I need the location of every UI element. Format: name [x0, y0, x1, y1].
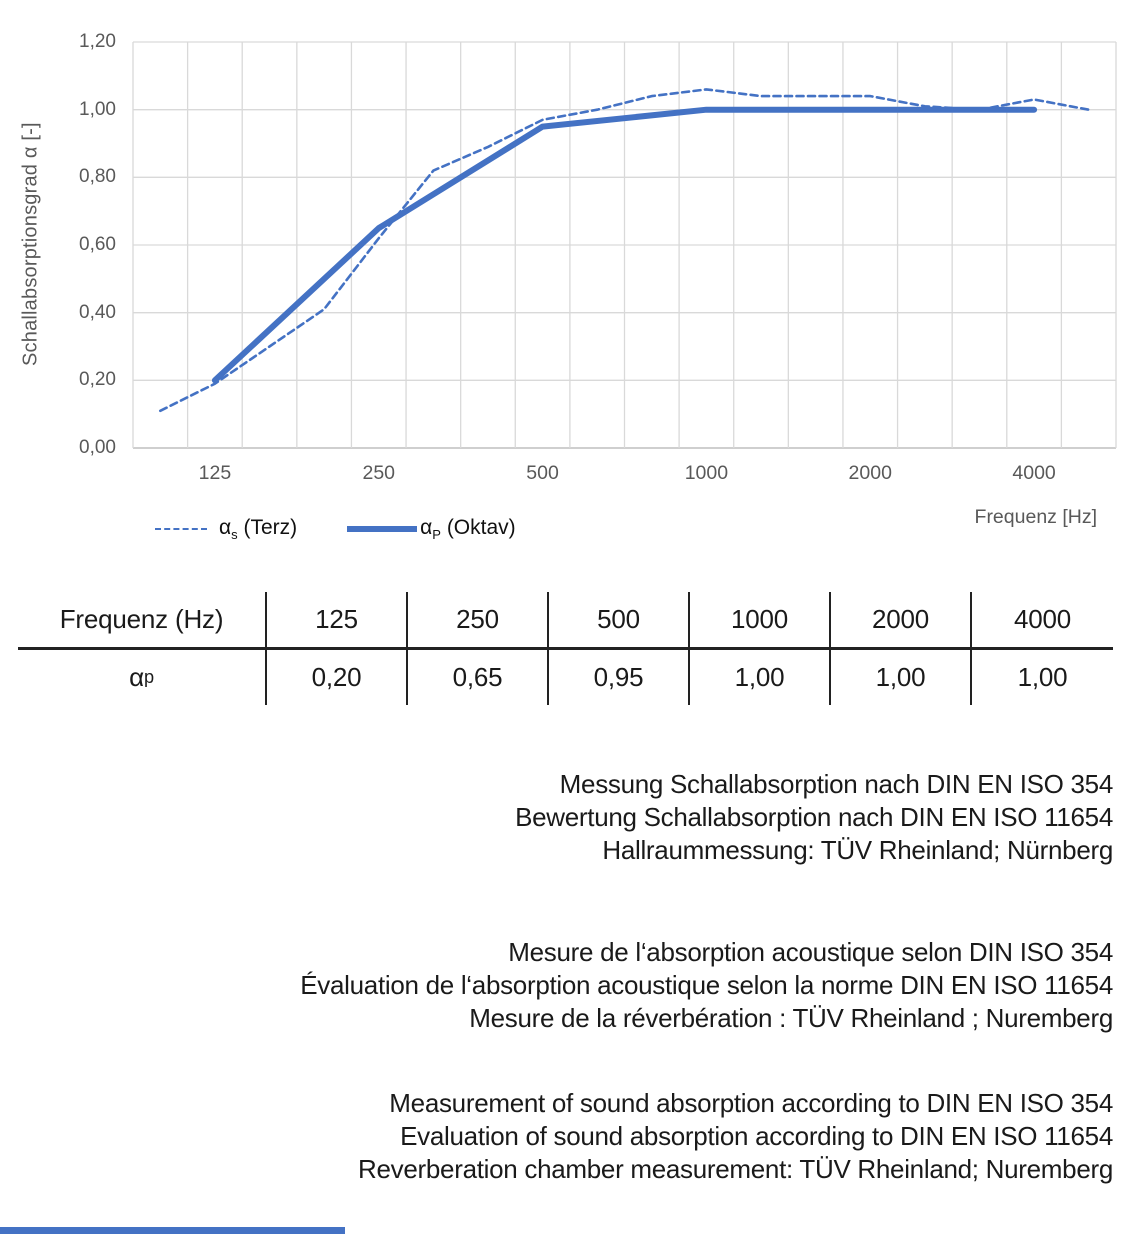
x-tick-label: 1000 [684, 462, 729, 484]
note-line: Mesure de la réverbération : TÜV Rheinland ; Nuremberg [469, 1003, 1113, 1033]
note-line: Mesure de l‘absorption acoustique selon DIN ISO 354 [508, 937, 1113, 967]
footer-accent-bar [0, 1227, 345, 1234]
y-tick-label: 1,00 [79, 98, 116, 120]
note-line: Measurement of sound absorption according to DIN EN ISO 354 [389, 1088, 1113, 1118]
header-cell-500: 500 [549, 592, 690, 647]
solid-line-sample-icon [347, 526, 417, 532]
legend-item-alpha-s-terz [155, 516, 297, 542]
note-block-german [13, 768, 1113, 867]
frequency-table [18, 592, 1113, 705]
legend-item-alpha-p-oktav [347, 516, 516, 542]
table-header-row [18, 592, 1113, 647]
header-cell-125: 125 [267, 592, 408, 647]
header-cell-frequenz: Frequenz (Hz) [18, 592, 267, 647]
note-line: Messung Schallabsorption nach DIN EN ISO 354 [559, 769, 1113, 799]
chart-legend [155, 516, 516, 542]
value-cell-250: 0,65 [408, 650, 549, 705]
y-axis-title: Schallabsorptionsgrad α [-] [19, 122, 42, 366]
legend-label-alpha-s: $\alpha_s$ (Terz) [219, 516, 298, 543]
x-tick-label: 250 [362, 462, 396, 484]
note-block-french [13, 936, 1113, 1035]
y-tick-label: 0,80 [79, 166, 116, 188]
value-cell-2000: 1,00 [831, 650, 972, 705]
x-tick-label: 2000 [848, 462, 892, 484]
note-line: Bewertung Schallabsorption nach DIN EN ISO 11654 [515, 802, 1113, 832]
y-tick-label: 0,20 [79, 369, 116, 391]
note-line: Évaluation de l‘absorption acoustique selon la norme DIN EN ISO 11654 [300, 970, 1113, 1000]
note-block-english [13, 1087, 1113, 1186]
x-axis-title: Frequenz [Hz] [974, 506, 1097, 528]
x-tick-label: 4000 [1012, 462, 1056, 484]
value-cell-125: 0,20 [267, 650, 408, 705]
legend-label-alpha-p: $\alpha_P$ (Oktav) [420, 516, 516, 543]
y-tick-label: 0,40 [79, 301, 116, 323]
y-tick-label: 0,00 [79, 437, 116, 458]
y-tick-label: 1,20 [79, 31, 116, 52]
table-data-row [18, 650, 1113, 705]
note-line: Evaluation of sound absorption according to DIN EN ISO 11654 [400, 1121, 1113, 1151]
header-cell-2000: 2000 [831, 592, 972, 647]
value-cell-500: 0,95 [549, 650, 690, 705]
value-cell-1000: 1,00 [690, 650, 831, 705]
header-cell-250: 250 [408, 592, 549, 647]
x-tick-label: 500 [526, 462, 559, 484]
x-tick-label: 125 [198, 462, 232, 484]
note-line: Reverberation chamber measurement: TÜV Rheinland; Nuremberg [358, 1154, 1113, 1184]
chart-plot-area [0, 0, 1135, 560]
absorption-chart [0, 0, 1135, 560]
row-label-alpha-p: α p [18, 650, 267, 705]
note-line: Hallraummessung: TÜV Rheinland; Nürnberg [602, 835, 1113, 865]
value-cell-4000: 1,00 [1017, 662, 1068, 692]
header-cell-4000: 4000 [1013, 604, 1072, 634]
y-tick-label: 0,60 [79, 234, 116, 255]
dashed-line-sample-icon [155, 528, 207, 530]
header-cell-1000: 1000 [690, 592, 831, 647]
